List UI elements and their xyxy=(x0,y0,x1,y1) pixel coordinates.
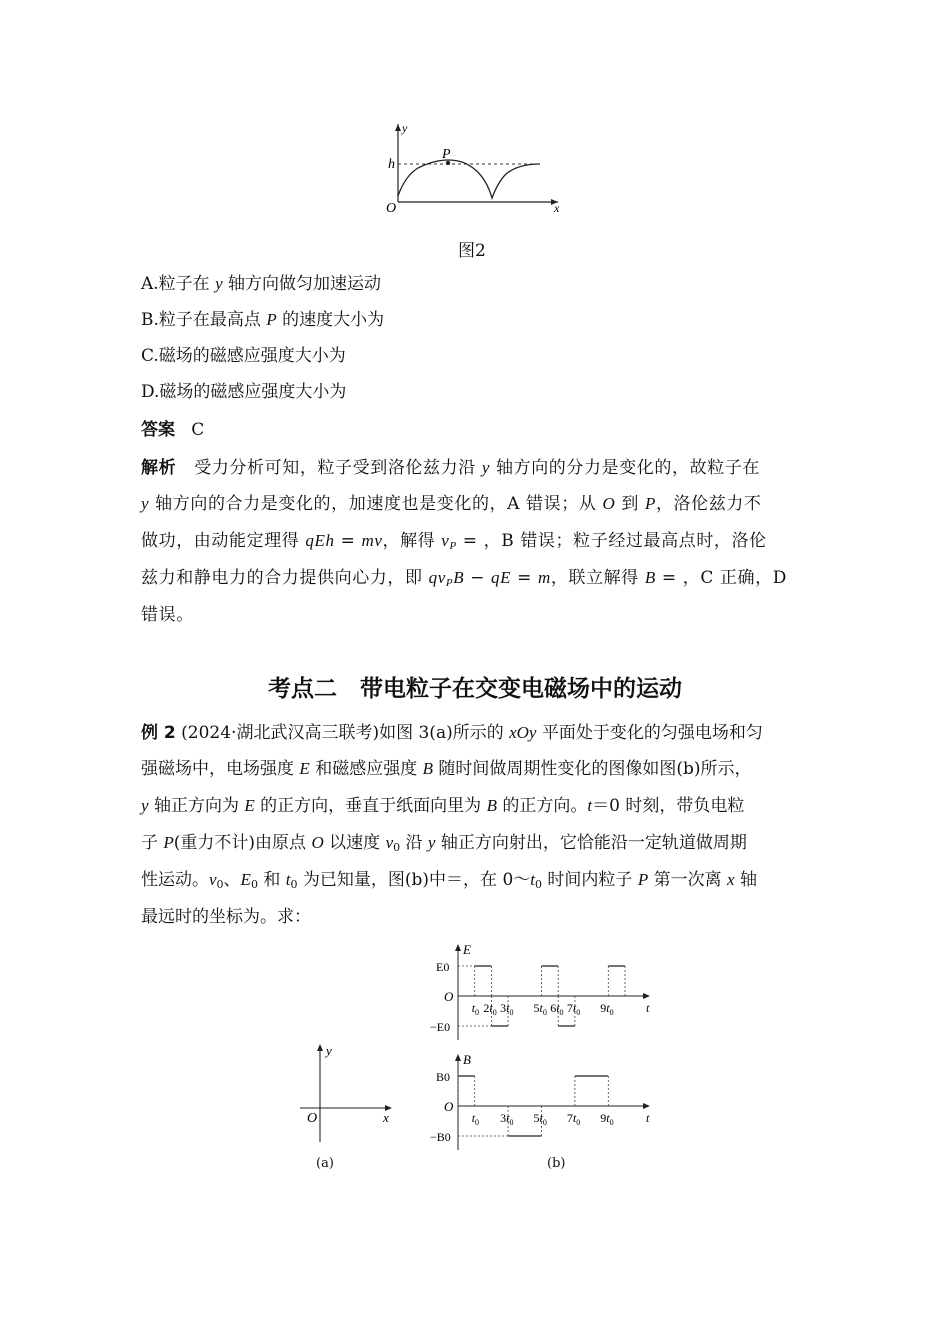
e-graph-tick-0: $t_0$ xyxy=(471,1001,480,1017)
analysis-line-3: 做功，由动能定理得 qEh = mv，解得 $v_P$ = ，B 错误；粒子经过最高点时，洛伦 xyxy=(141,531,767,552)
e-graph-tick-1: $2t_0$ xyxy=(483,1001,497,1017)
e-graph-neg-label: −E0 xyxy=(430,1020,451,1034)
e-graph-origin-label: O xyxy=(444,989,454,1004)
b-graph-t-arrow xyxy=(643,1103,650,1109)
analysis-line-2: y 轴方向的合力是变化的，加速度也是变化的，A 错误；从 O 到 P，洛伦兹力不 xyxy=(141,494,762,514)
analysis-line-4: 兹力和静电力的合力提供向心力，即 $qv_PB$ − qE = m，联立解得 B = ，C 正确，D xyxy=(141,568,787,589)
e-graph-axis-label: E xyxy=(463,942,471,957)
e-graph-tick-4: $6t_0$ xyxy=(550,1001,564,1017)
b-graph-tick-1: $3t_0$ xyxy=(500,1111,514,1127)
b-graph-axis-label: B xyxy=(463,1052,471,1067)
figure-3a-axes xyxy=(295,1040,405,1150)
b-graph-pos-label: B0 xyxy=(436,1070,451,1084)
fig2-p-label: P xyxy=(442,147,451,162)
fig2-h-label: h xyxy=(388,157,395,172)
answer-value: C xyxy=(191,420,205,440)
b-graph-tick-0: $t_0$ xyxy=(471,1111,480,1127)
answer-label: 答案 xyxy=(141,420,175,440)
figure-3b-b-graph xyxy=(420,1050,660,1154)
figure-3b-caption: (b) xyxy=(547,1156,566,1171)
example-line-5: 性运动。$v_0$、$E_0$ 和 $t_0$ 为已知量，图(b)中＝，在 $0\sim t_0$ 时间内粒子 P 第一次离 x 轴 xyxy=(141,870,757,891)
example-line-6: 最远时的坐标为。求： xyxy=(141,907,311,927)
example-line-3: y 轴正方向为 E 的正方向，垂直于纸面向里为 B 的正方向。t＝0 时刻，带负电粒 xyxy=(141,796,745,816)
figure-2-caption: 图2 xyxy=(458,241,486,261)
figure-3b-e-graph xyxy=(420,940,660,1044)
e-graph-tick-5: $7t_0$ xyxy=(566,1001,581,1017)
example-line-1: 例 2 (2024·湖北武汉高三联考)如图 3(a)所示的 xOy 平面处于变化的匀强电场和匀 xyxy=(141,723,763,743)
section-title: 考点二 带电粒子在交变电磁场中的运动 xyxy=(268,676,682,702)
fig3a-origin-label: O xyxy=(307,1111,318,1126)
b-graph-origin-label: O xyxy=(444,1099,454,1114)
example-line-2: 强磁场中，电场强度 E 和磁感应强度 B 随时间做周期性变化的图像如图(b)所示， xyxy=(141,759,752,779)
fig2-origin-label: O xyxy=(386,201,397,216)
b-graph-neg-label: −B0 xyxy=(430,1130,451,1144)
analysis-line-5: 错误。 xyxy=(141,605,194,625)
b-graph-t-label: t xyxy=(646,1111,650,1125)
b-graph-v-arrow xyxy=(455,1054,461,1061)
e-graph-v-arrow xyxy=(455,944,461,951)
e-graph-tick-6: $9t_0$ xyxy=(600,1001,614,1017)
figure-2-trajectory xyxy=(380,118,580,218)
fig2-y-label: y xyxy=(402,121,408,135)
option-d: D.磁场的磁感应强度大小为 xyxy=(141,382,347,402)
e-graph-t-arrow xyxy=(643,993,650,999)
option-c: C.磁场的磁感应强度大小为 xyxy=(141,346,346,366)
option-b: B.粒子在最高点 P 的速度大小为 xyxy=(141,310,385,330)
e-graph-tick-3: $5t_0$ xyxy=(533,1001,547,1017)
figure-3a-caption: (a) xyxy=(316,1156,334,1171)
fig2-x-label: x xyxy=(554,201,560,215)
answer-line xyxy=(141,419,821,441)
b-graph-tick-2: $5t_0$ xyxy=(533,1111,547,1127)
e-graph-t-label: t xyxy=(646,1001,650,1015)
b-graph-tick-4: $9t_0$ xyxy=(600,1111,614,1127)
fig3a-x-label: x xyxy=(383,1110,389,1125)
option-a: A.粒子在 y 轴方向做匀加速运动 xyxy=(141,274,382,294)
b-graph-tick-3: $7t_0$ xyxy=(566,1111,581,1127)
e-graph-tick-2: $3t_0$ xyxy=(500,1001,514,1017)
fig3a-y-label: y xyxy=(326,1043,332,1058)
example-line-4: 子 P(重力不计)由原点 O 以速度 $v_0$ 沿 y 轴正方向射出，它恰能沿一定轨道做周期 xyxy=(141,833,747,854)
analysis-label: 解析 xyxy=(141,458,177,478)
analysis-line-1: 解析 受力分析可知，粒子受到洛伦兹力沿 y 轴方向的分力是变化的，故粒子在 xyxy=(141,458,760,478)
e-graph-pos-label: E0 xyxy=(436,960,450,974)
